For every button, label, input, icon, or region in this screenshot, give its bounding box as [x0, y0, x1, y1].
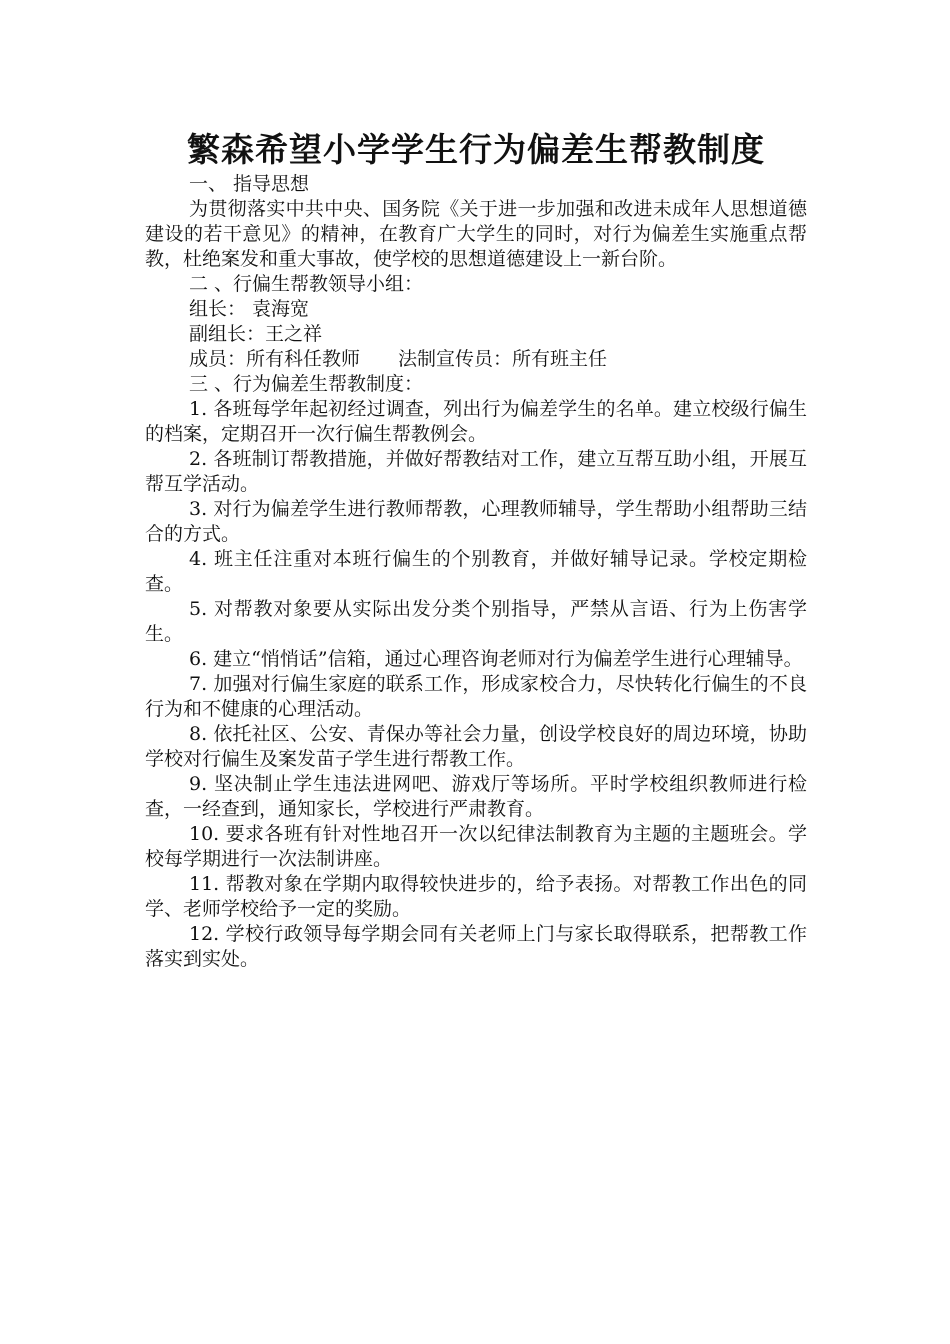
- group-leader-line: 组长： 袁海宽: [189, 298, 310, 320]
- document-page: [145, 128, 807, 972]
- rule-item: 6. 建立“悄悄话”信箱，通过心理咨询老师对行为偏差学生进行心理辅导。: [189, 648, 803, 670]
- rule-item: 2. 各班制订帮教措施，并做好帮教结对工作，建立互帮互助小组，开展互帮互学活动。: [145, 448, 807, 495]
- rule-item: 12. 学校行政领导每学期会同有关老师上门与家长取得联系，把帮教工作落实到实处。: [145, 923, 807, 970]
- rule-item: 5. 对帮教对象要从实际出发分类个别指导，严禁从言语、行为上伤害学生。: [145, 598, 807, 645]
- rule-item: 8. 依托社区、公安、青保办等社会力量，创设学校良好的周边环境，协助学校对行偏生及案发苗子学生进行帮教工作。: [145, 723, 807, 770]
- document-title: 繁森希望小学学生行为偏差生帮教制度: [187, 130, 765, 169]
- section-heading-guiding-thought: 一、 指导思想: [189, 173, 310, 195]
- document-body: [145, 172, 807, 972]
- deputy-leader-line: 副组长：王之祥: [189, 323, 323, 345]
- section-heading-rules: 三 、行为偏差生帮教制度：: [189, 373, 424, 395]
- members-line: 成员：所有科任教师 法制宣传员：所有班主任: [189, 348, 608, 370]
- rule-item: 1. 各班每学年起初经过调查，列出行为偏差学生的名单。建立校级行偏生的档案，定期召开一次行偏生帮教例会。: [145, 398, 807, 445]
- rule-item: 4. 班主任注重对本班行偏生的个别教育，并做好辅导记录。学校定期检查。: [145, 548, 807, 595]
- rule-item: 3. 对行为偏差学生进行教师帮教，心理教师辅导，学生帮助小组帮助三结合的方式。: [145, 498, 807, 545]
- rule-item: 11. 帮教对象在学期内取得较快进步的，给予表扬。对帮教工作出色的同学、老师学校给予一定的奖励。: [145, 873, 807, 920]
- rule-item: 7. 加强对行偏生家庭的联系工作，形成家校合力，尽快转化行偏生的不良行为和不健康的心理活动。: [145, 673, 807, 720]
- section-heading-leadership-group: 二 、行偏生帮教领导小组：: [189, 273, 424, 295]
- rule-item: 10. 要求各班有针对性地召开一次以纪律法制教育为主题的主题班会。学校每学期进行一次法制讲座。: [145, 823, 807, 870]
- rule-item: 9. 坚决制止学生违法进网吧、游戏厅等场所。平时学校组织教师进行检查，一经查到，通知家长，学校进行严肃教育。: [145, 773, 807, 820]
- paragraph-guiding-thought: 为贯彻落实中共中央、国务院《关于进一步加强和改进未成年人思想道德建设的若干意见》的精神，在教育广大学生的同时，对行为偏差生实施重点帮教，杜绝案发和重大事故，使学校的思想道德建设上一新台阶。: [145, 198, 807, 270]
